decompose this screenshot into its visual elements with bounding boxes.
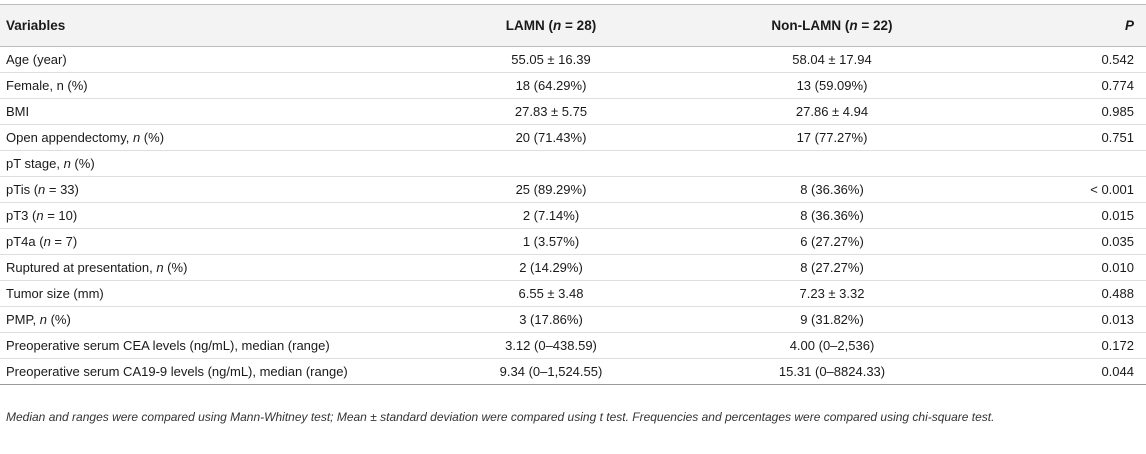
row-non-lamn-value: 13 (59.09%) — [662, 73, 1002, 99]
row-non-lamn-value: 4.00 (0–2,536) — [662, 333, 1002, 359]
table-row — [0, 307, 1146, 333]
row-p-value: 0.015 — [1002, 203, 1146, 229]
row-lamn-value: 25 (89.29%) — [440, 177, 662, 203]
row-p-value: 0.488 — [1002, 281, 1146, 307]
row-non-lamn-value: 15.31 (0–8824.33) — [662, 359, 1002, 385]
table-row — [0, 99, 1146, 125]
row-p-value: 0.774 — [1002, 73, 1146, 99]
table-row — [0, 255, 1146, 281]
row-p-value: 0.172 — [1002, 333, 1146, 359]
row-lamn-value: 3.12 (0–438.59) — [440, 333, 662, 359]
table-row — [0, 125, 1146, 151]
row-lamn-value: 6.55 ± 3.48 — [440, 281, 662, 307]
row-non-lamn-value: 6 (27.27%) — [662, 229, 1002, 255]
row-non-lamn-value: 7.23 ± 3.32 — [662, 281, 1002, 307]
row-lamn-value: 55.05 ± 16.39 — [440, 47, 662, 73]
row-non-lamn-value: 8 (27.27%) — [662, 255, 1002, 281]
header-p-value: P — [1002, 5, 1146, 47]
table-row — [0, 73, 1146, 99]
row-p-value: 0.013 — [1002, 307, 1146, 333]
row-variable: pT3 (n = 10) — [0, 203, 440, 229]
row-lamn-value: 3 (17.86%) — [440, 307, 662, 333]
row-variable: Age (year) — [0, 47, 440, 73]
table-row — [0, 333, 1146, 359]
row-lamn-value: 27.83 ± 5.75 — [440, 99, 662, 125]
table-body — [0, 47, 1146, 385]
header-variables: Variables — [0, 5, 440, 47]
row-p-value: < 0.001 — [1002, 177, 1146, 203]
table-row — [0, 229, 1146, 255]
row-p-value — [1002, 151, 1146, 177]
table-row — [0, 177, 1146, 203]
row-p-value: 0.035 — [1002, 229, 1146, 255]
row-p-value: 0.751 — [1002, 125, 1146, 151]
row-p-value: 0.044 — [1002, 359, 1146, 385]
row-lamn-value: 9.34 (0–1,524.55) — [440, 359, 662, 385]
row-variable: Open appendectomy, n (%) — [0, 125, 440, 151]
row-non-lamn-value: 58.04 ± 17.94 — [662, 47, 1002, 73]
row-non-lamn-value — [662, 151, 1002, 177]
row-lamn-value — [440, 151, 662, 177]
comparison-table — [0, 4, 1146, 385]
row-lamn-value: 18 (64.29%) — [440, 73, 662, 99]
row-p-value: 0.985 — [1002, 99, 1146, 125]
row-non-lamn-value: 17 (77.27%) — [662, 125, 1002, 151]
row-variable: Preoperative serum CA19-9 levels (ng/mL), median (range) — [0, 359, 440, 385]
row-non-lamn-value: 8 (36.36%) — [662, 177, 1002, 203]
table-row — [0, 281, 1146, 307]
row-p-value: 0.010 — [1002, 255, 1146, 281]
row-lamn-value: 2 (14.29%) — [440, 255, 662, 281]
row-variable: Female, n (%) — [0, 73, 440, 99]
row-non-lamn-value: 8 (36.36%) — [662, 203, 1002, 229]
row-variable: Tumor size (mm) — [0, 281, 440, 307]
header-lamn: LAMN (n = 28) — [440, 5, 662, 47]
row-non-lamn-value: 9 (31.82%) — [662, 307, 1002, 333]
row-lamn-value: 20 (71.43%) — [440, 125, 662, 151]
row-p-value: 0.542 — [1002, 47, 1146, 73]
row-variable: BMI — [0, 99, 440, 125]
table-row — [0, 47, 1146, 73]
row-variable: pT4a (n = 7) — [0, 229, 440, 255]
row-variable: pT stage, n (%) — [0, 151, 440, 177]
table-row — [0, 151, 1146, 177]
table-row — [0, 359, 1146, 385]
row-lamn-value: 1 (3.57%) — [440, 229, 662, 255]
header-non-lamn: Non-LAMN (n = 22) — [662, 5, 1002, 47]
row-variable: Ruptured at presentation, n (%) — [0, 255, 440, 281]
row-variable: pTis (n = 33) — [0, 177, 440, 203]
row-non-lamn-value: 27.86 ± 4.94 — [662, 99, 1002, 125]
row-variable: Preoperative serum CEA levels (ng/mL), median (range) — [0, 333, 440, 359]
table-footnote: Median and ranges were compared using Mann-Whitney test; Mean ± standard deviation were compared using t test. Frequencies and percentages were compared using chi-square test. — [6, 410, 995, 424]
table-row — [0, 203, 1146, 229]
row-variable: PMP, n (%) — [0, 307, 440, 333]
table-header-row — [0, 5, 1146, 47]
row-lamn-value: 2 (7.14%) — [440, 203, 662, 229]
